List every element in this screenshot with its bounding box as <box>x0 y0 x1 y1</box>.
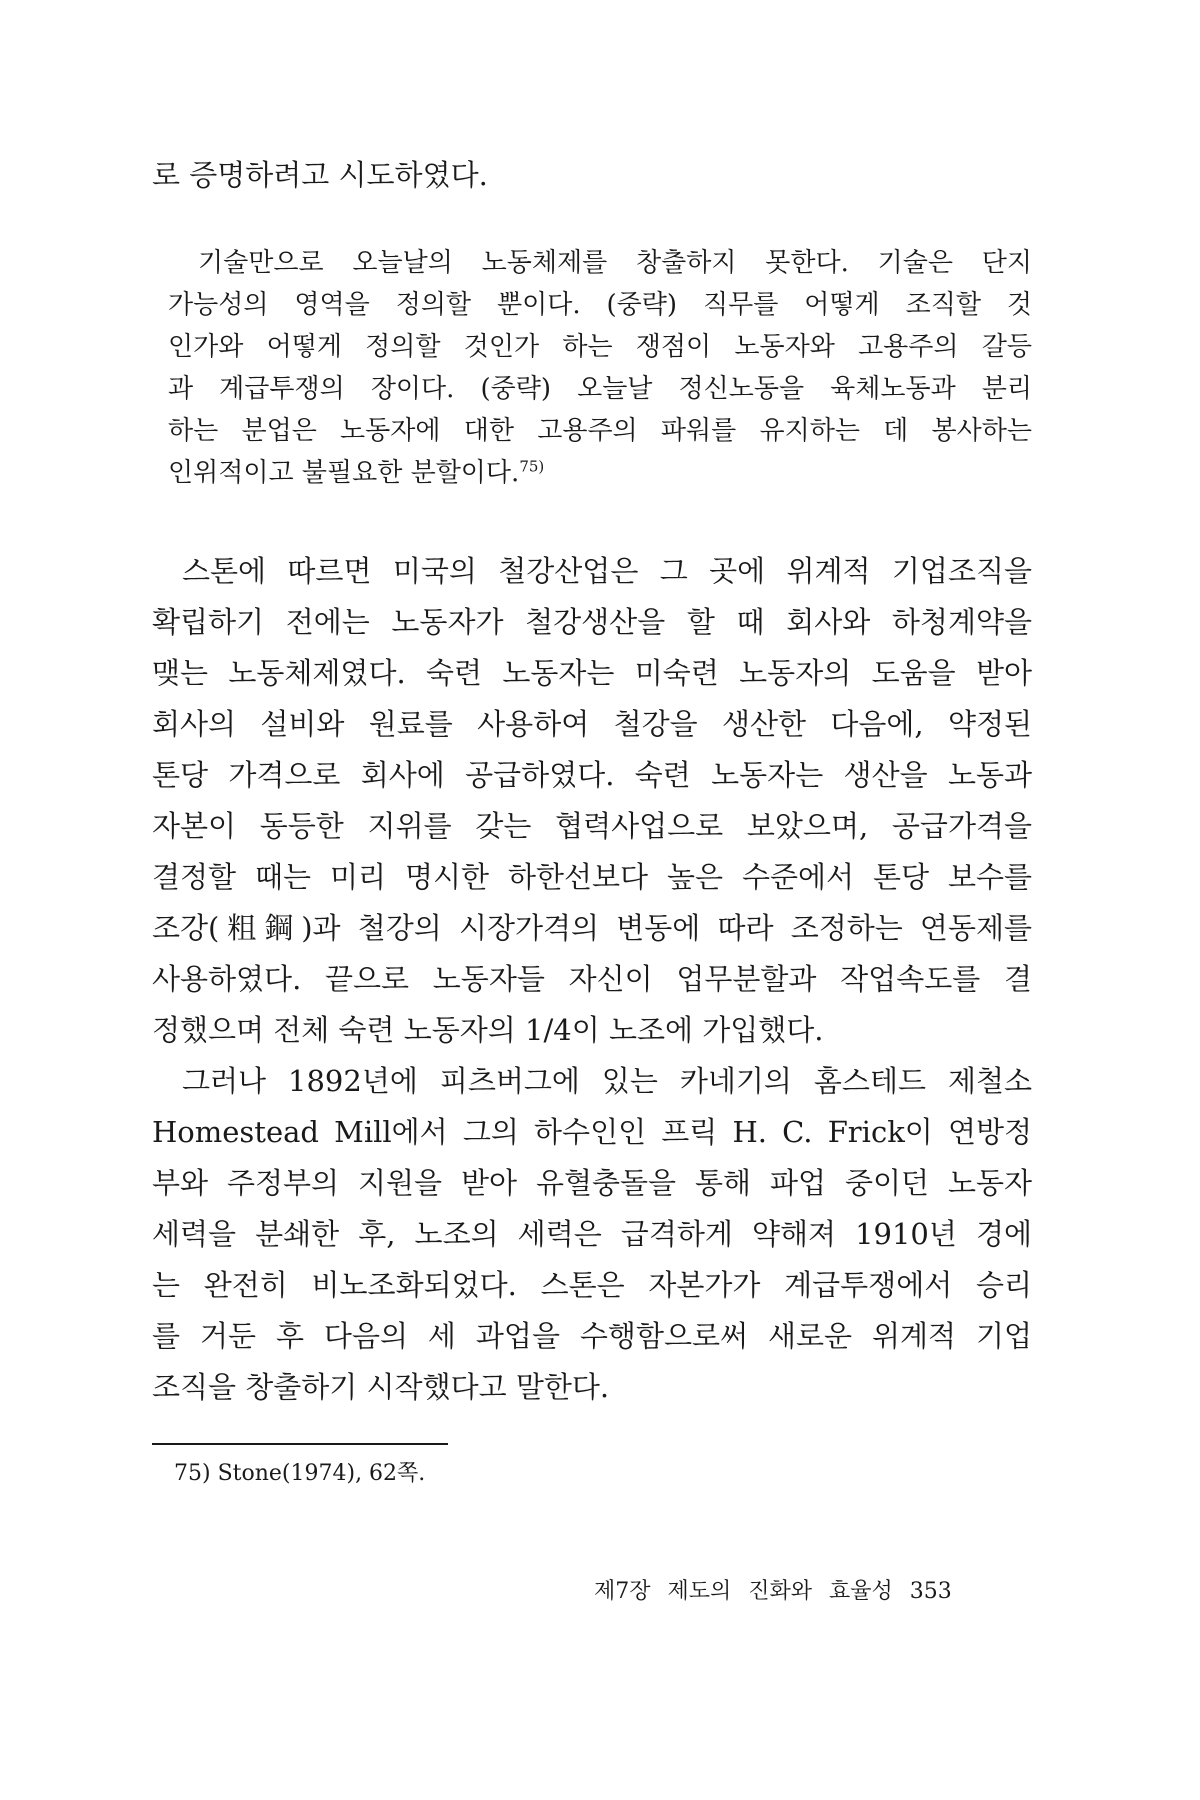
page-number: 353 <box>909 1579 952 1604</box>
footnote: 75) Stone(1974), 62쪽. <box>174 1461 426 1486</box>
running-footer <box>594 1575 1004 1609</box>
paragraph-line: 세력을 분쇄한 후, 노조의 세력은 급격하게 약해져 1910년 경에 <box>152 1217 1032 1251</box>
quote-last-text: 인위적이고 불필요한 분할이다. <box>168 458 520 488</box>
block-quote <box>168 242 1032 494</box>
paragraph-line: 부와 주정부의 지원을 받아 유혈충돌을 통해 파업 중이던 노동자 <box>152 1166 1032 1200</box>
paragraph-line: 결정할 때는 미리 명시한 하한선보다 높은 수준에서 톤당 보수를 <box>152 860 1032 894</box>
paragraph-line: 자본이 동등한 지위를 갖는 협력사업으로 보았으며, 공급가격을 <box>152 809 1032 843</box>
chapter-label: 제7장 <box>594 1579 651 1604</box>
footnote-divider <box>152 1443 448 1445</box>
quote-line: 기술만으로 오늘날의 노동체제를 창출하지 못한다. 기술은 단지 <box>198 248 1032 278</box>
body-paragraph-2 <box>152 1056 1032 1413</box>
page-body <box>152 150 1032 1491</box>
paragraph-line: 그러나 1892년에 피츠버그에 있는 카네기의 홈스테드 제철소 <box>182 1064 1032 1098</box>
paragraph-line: 회사의 설비와 원료를 사용하여 철강을 생산한 다음에, 약정된 <box>152 707 1032 741</box>
paragraph-line: 스톤에 따르면 미국의 철강산업은 그 곳에 위계적 기업조직을 <box>182 554 1032 588</box>
footnote-reference: 75) <box>519 457 545 476</box>
paragraph-line: 를 거둔 후 다음의 세 과업을 수행함으로써 새로운 위계적 기업 <box>152 1319 1032 1353</box>
paragraph-line: 톤당 가격으로 회사에 공급하였다. 숙련 노동자는 생산을 노동과 <box>152 758 1032 792</box>
chapter-title: 제도의 진화와 효율성 <box>667 1579 893 1604</box>
paragraph-line: 조직을 창출하기 시작했다고 말한다. <box>152 1370 610 1404</box>
paragraph-line: Homestead Mill에서 그의 하수인인 프릭 H. C. Frick이 연방정 <box>152 1115 1032 1149</box>
paragraph-line: 조강(粗鋼)과 철강의 시장가격의 변동에 따라 조정하는 연동제를 <box>152 911 1032 945</box>
quote-line-last <box>168 452 1032 494</box>
paragraph-line: 정했으며 전체 숙련 노동자의 1/4이 노조에 가입했다. <box>152 1013 824 1047</box>
intro-line: 로 증명하려고 시도하였다. <box>152 158 488 192</box>
paragraph-line: 확립하기 전에는 노동자가 철강생산을 할 때 회사와 하청계약을 <box>152 605 1032 639</box>
quote-line: 가능성의 영역을 정의할 뿐이다. (중략) 직무를 어떻게 조직할 것 <box>168 290 1032 320</box>
paragraph-line: 사용하였다. 끝으로 노동자들 자신이 업무분할과 작업속도를 결 <box>152 962 1032 996</box>
paragraph-line: 는 완전히 비노조화되었다. 스톤은 자본가가 계급투쟁에서 승리 <box>152 1268 1032 1302</box>
quote-line: 하는 분업은 노동자에 대한 고용주의 파워를 유지하는 데 봉사하는 <box>168 416 1032 446</box>
quote-line: 인가와 어떻게 정의할 것인가 하는 쟁점이 노동자와 고용주의 갈등 <box>168 332 1032 362</box>
paragraph-line: 맺는 노동체제였다. 숙련 노동자는 미숙련 노동자의 도움을 받아 <box>152 656 1032 690</box>
quote-line: 과 계급투쟁의 장이다. (중략) 오늘날 정신노동을 육체노동과 분리 <box>168 374 1032 404</box>
body-paragraph-1 <box>152 546 1032 1056</box>
